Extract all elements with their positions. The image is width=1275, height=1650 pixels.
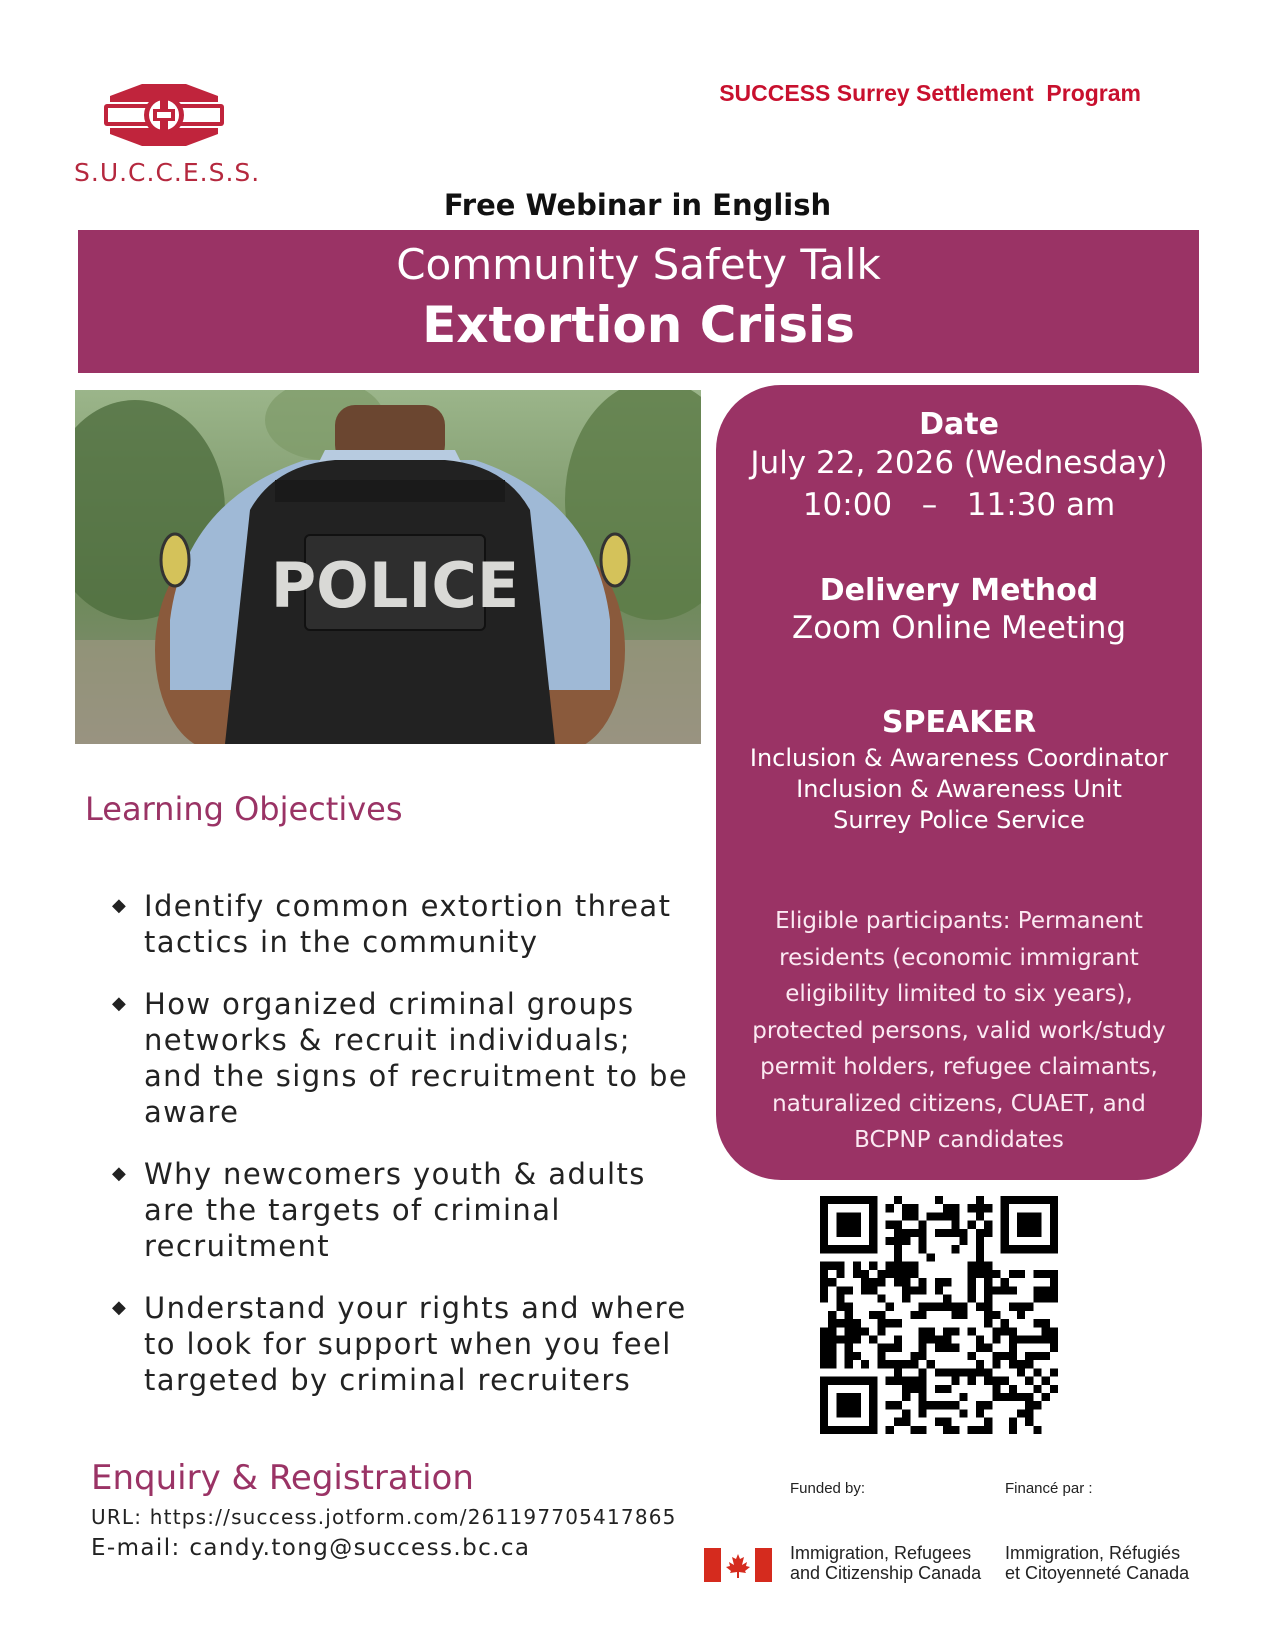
program-name: SUCCESS Surrey Settlement Program bbox=[719, 80, 1141, 106]
department-name-english bbox=[790, 1543, 981, 1583]
department-en-line: Immigration, Refugees bbox=[790, 1543, 972, 1563]
list-item bbox=[112, 1156, 692, 1264]
event-info-card bbox=[716, 385, 1202, 1180]
speaker-line: Inclusion & Awareness Unit bbox=[796, 775, 1122, 803]
date-value: July 22, 2026 (Wednesday) bbox=[750, 445, 1168, 481]
list-item bbox=[112, 888, 692, 960]
delivery-heading: Delivery Method bbox=[819, 573, 1099, 608]
department-name-french bbox=[1005, 1543, 1189, 1583]
diamond-bullet-icon: ◆ bbox=[112, 1163, 128, 1184]
success-logo-icon bbox=[74, 80, 254, 160]
logo-wordmark: S.U.C.C.E.S.S. bbox=[74, 158, 261, 187]
department-en-line: and Citizenship Canada bbox=[790, 1563, 982, 1583]
enquiry-heading: Enquiry & Registration bbox=[91, 1458, 474, 1498]
qr-code-icon[interactable] bbox=[820, 1196, 1058, 1434]
police-officer-photo bbox=[75, 390, 701, 744]
title-banner bbox=[78, 230, 1199, 373]
canada-flag-icon bbox=[704, 1548, 772, 1582]
objective-text: Why newcomers youth & adults are the targets of criminal recruitment bbox=[144, 1157, 646, 1263]
objective-text: How organized criminal groups networks & recruit individuals; and the signs of recruitment to be aware bbox=[144, 987, 689, 1129]
objective-text: Understand your rights and where to look for support when you feel targeted by criminal recruiters bbox=[144, 1291, 687, 1397]
success-logo bbox=[74, 80, 261, 190]
contact-email[interactable]: E-mail: candy.tong@success.bc.ca bbox=[91, 1535, 531, 1561]
banner-title: Extortion Crisis bbox=[422, 296, 855, 354]
finance-par-label: Financé par : bbox=[1005, 1480, 1093, 1497]
objectives-list bbox=[112, 888, 692, 1424]
speaker-line: Inclusion & Awareness Coordinator bbox=[749, 744, 1169, 772]
learning-objectives-heading: Learning Objectives bbox=[85, 790, 403, 828]
speaker-heading: SPEAKER bbox=[881, 705, 1037, 740]
webinar-language-line: Free Webinar in English bbox=[443, 188, 832, 222]
delivery-value: Zoom Online Meeting bbox=[791, 610, 1127, 646]
banner-subtitle: Community Safety Talk bbox=[396, 240, 881, 289]
diamond-bullet-icon: ◆ bbox=[112, 993, 128, 1014]
diamond-bullet-icon: ◆ bbox=[112, 895, 128, 916]
eligibility-text: Eligible participants: Permanent residents (economic immigrant eligibility limited to six years), protected persons, valid work/study permit holders, refugee claimants, naturalized citizens, CUAET, and BCPNP candidates bbox=[752, 908, 1166, 1153]
department-fr-line: Immigration, Réfugiés bbox=[1005, 1543, 1181, 1563]
list-item bbox=[112, 1290, 692, 1398]
speaker-line: Surrey Police Service bbox=[833, 806, 1085, 834]
funded-by-label: Funded by: bbox=[790, 1480, 866, 1497]
objective-text: Identify common extortion threat tactics in the community bbox=[144, 889, 672, 959]
time-value: 10:00 – 11:30 am bbox=[802, 487, 1116, 523]
date-heading: Date bbox=[919, 407, 999, 442]
registration-url[interactable]: URL: https://success.jotform.com/261197705417865 bbox=[91, 1505, 677, 1529]
diamond-bullet-icon: ◆ bbox=[112, 1297, 128, 1318]
vest-text: POLICE bbox=[270, 549, 520, 622]
department-fr-line: et Citoyenneté Canada bbox=[1005, 1563, 1190, 1583]
list-item bbox=[112, 986, 692, 1130]
